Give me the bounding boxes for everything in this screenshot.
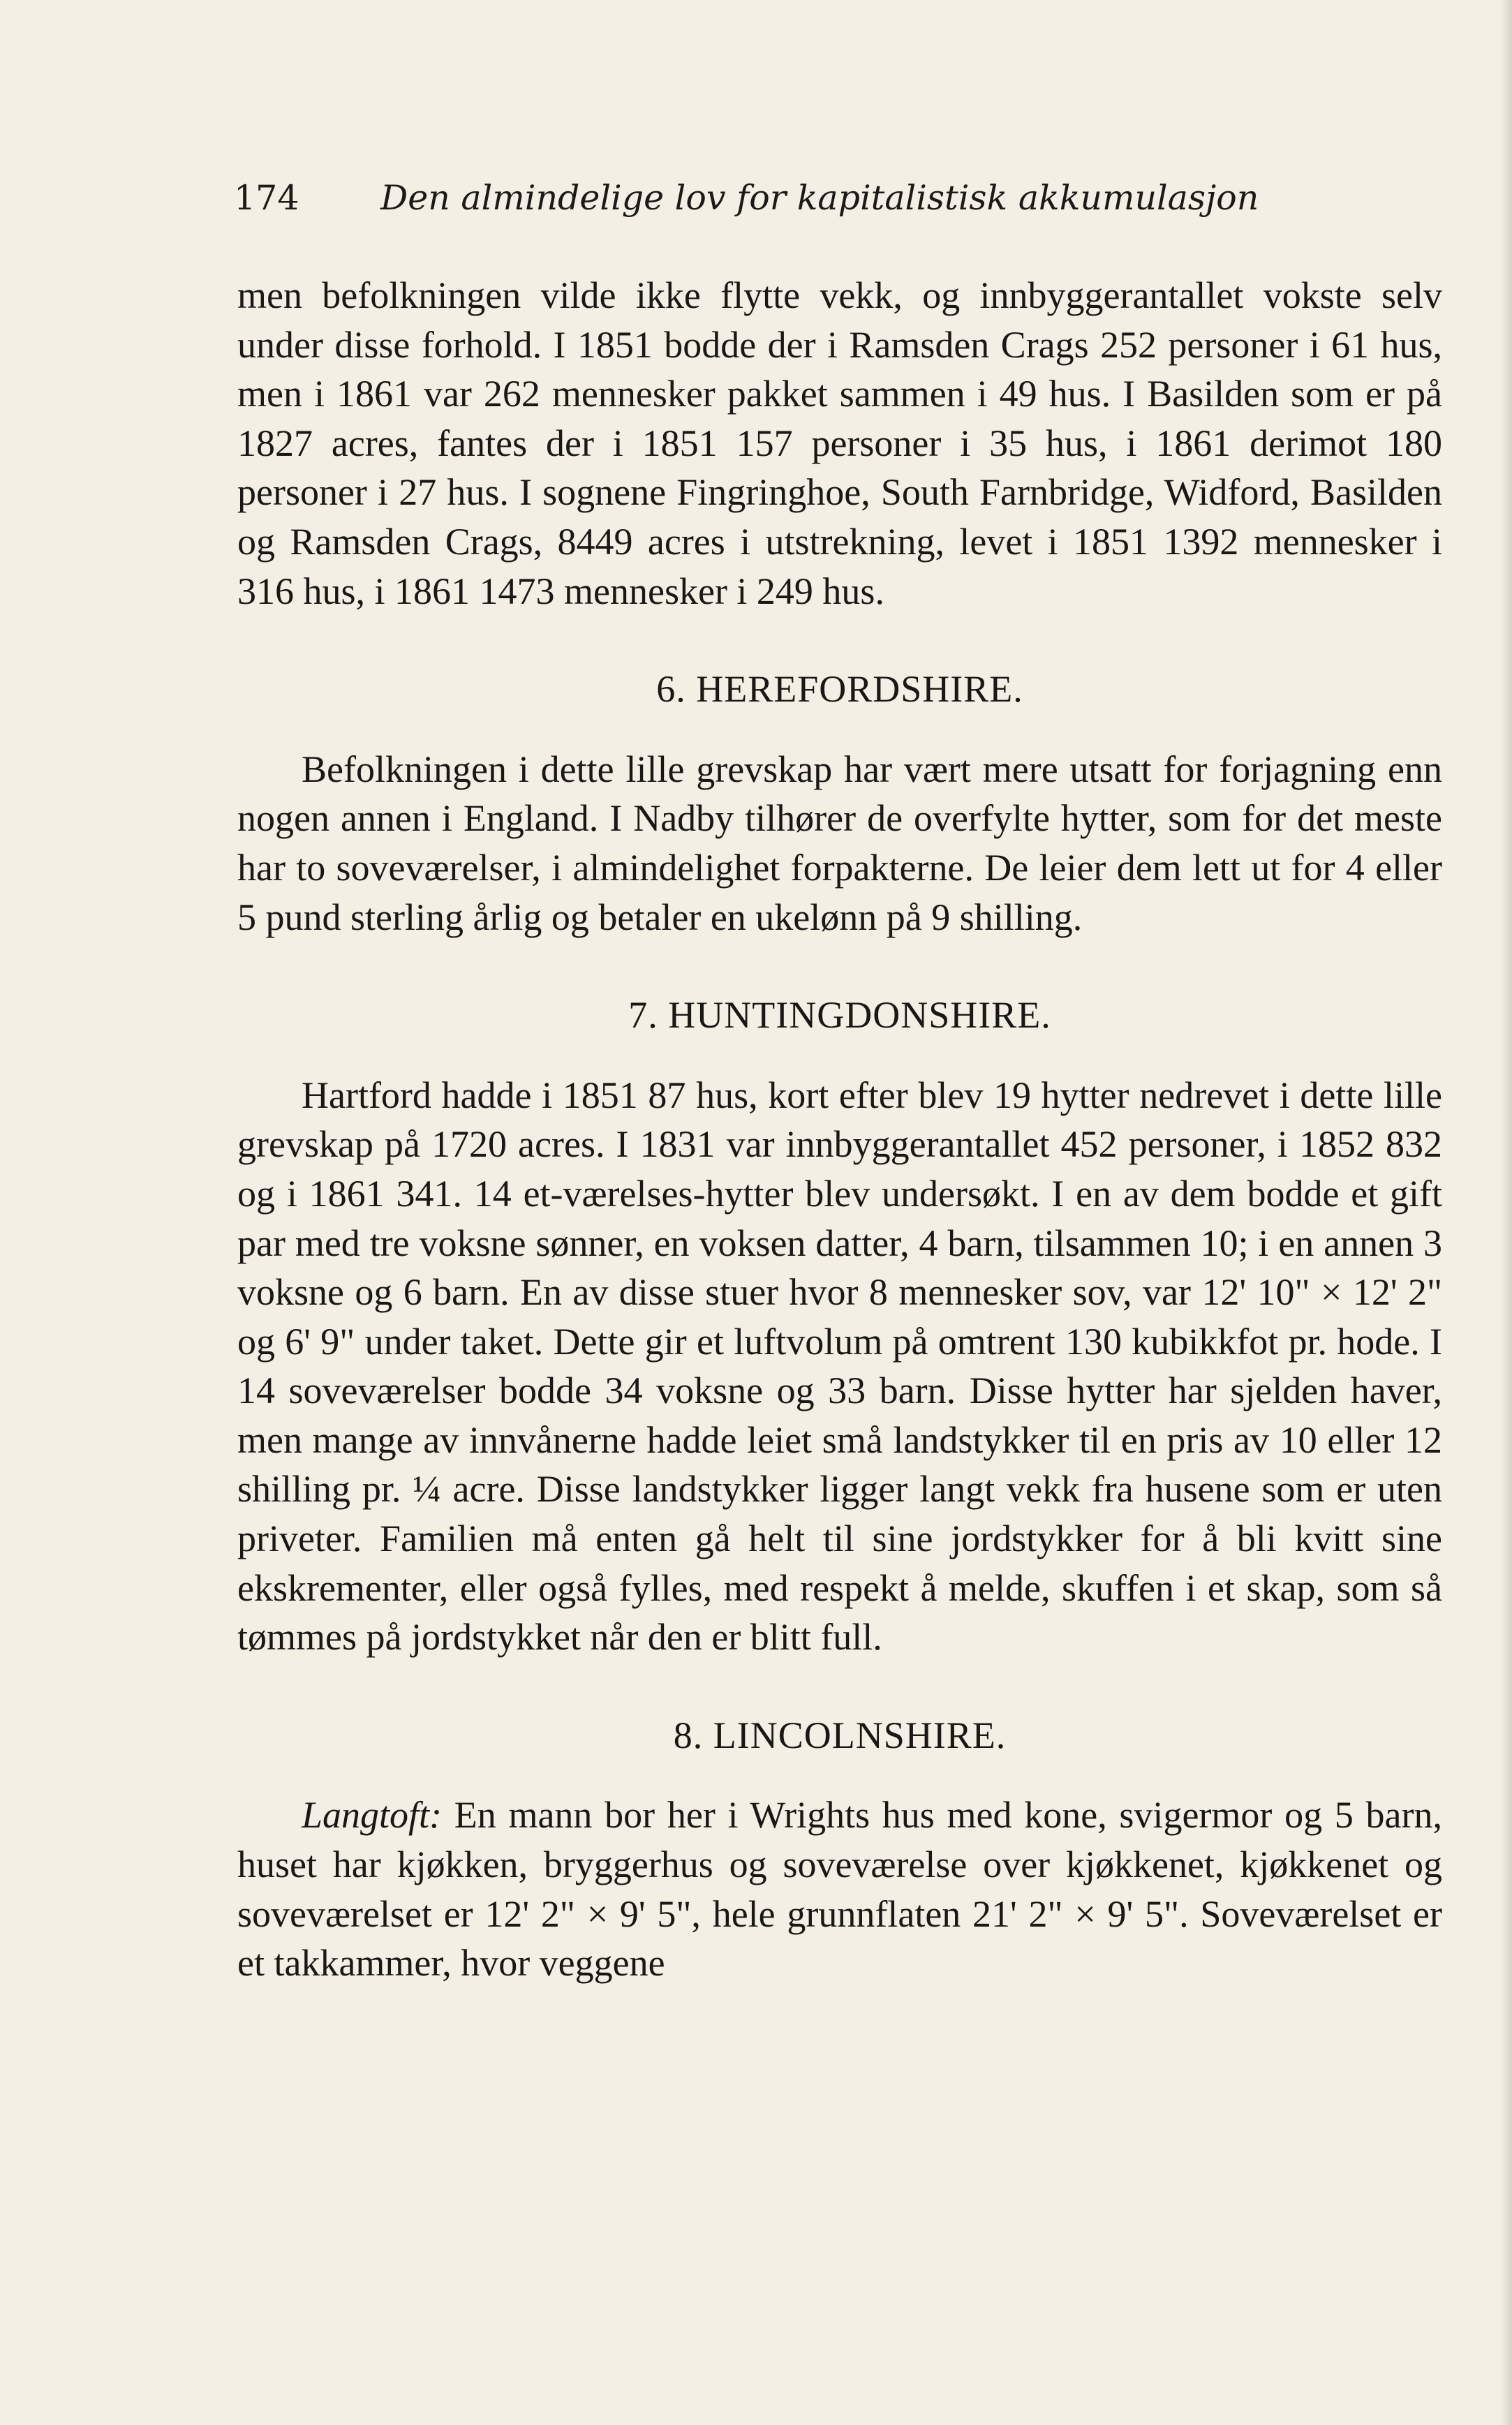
paragraph-huntingdonshire: Hartford hadde i 1851 87 hus, kort efter blev 19 hytter nedrevet i dette lille grevskap på 1720 acres. I 1831 var innbyggerantallet 452 personer, i 1852 832 og i 1861 341. 14 et-værelses-hytter blev undersøkt. I en av dem bodde et gift par med tre voksne sønner, en voksen datter, 4 barn, tilsammen 10; i en annen 3 voksne og 6 barn. En av disse stuer hvor 8 mennesker sov, var 12' 10" × 12' 2" og 6' 9" under taket. Dette gir et luftvolum på omtrent 130 kubikkfot pr. hode. I 14 soveværelser bodde 34 voksne og 33 barn. Disse hytter har sjelden haver, men mange av innvånerne hadde leiet små landstykker til en pris av 10 eller 12 shilling pr. ¼ acre. Disse landstykker ligger langt vekk fra husene som er uten priveter. Familien må enten gå helt til sine jordstykker for å bli kvitt sine ekskrementer, eller også fylles, med respekt å melde, skuffen i et skap, som så tømmes på jordstykket når den er blitt full. bbox=[237, 1074, 1442, 1659]
running-header bbox=[234, 178, 1323, 218]
section-heading-herefordshire: 6. HEREFORDSHIRE. bbox=[656, 668, 1023, 711]
paragraph-herefordshire: Befolkningen i dette lille grevskap har vært mere utsatt for forjagning enn nogen annen i England. I Nadby tilhører de overfylte hytter, som for det meste har to soveværelser, i almindelighet forpakterne. De leier dem lett ut for 4 eller 5 pund sterling årlig og betaler en ukelønn på 9 shilling. bbox=[237, 748, 1442, 938]
paragraph-lincolnshire-text: En mann bor her i Wrights hus med kone, svigermor og 5 barn, huset har kjøkken, bryggerhus og soveværelse over kjøkkenet, kjøkkenet og soveværelset er 12' 2" × 9' 5", hele grunnflaten 21' 2" × 9' 5". Soveværelset er et takkammer, hvor veggene bbox=[237, 1794, 1442, 1985]
running-title: Den almindelige lov for kapitalistisk akkumulasjon bbox=[380, 178, 1259, 218]
paragraph-lincolnshire bbox=[237, 1790, 1442, 1987]
section-heading-lincolnshire: 8. LINCOLNSHIRE. bbox=[673, 1714, 1007, 1756]
place-name-langtoft: Langtoft: bbox=[302, 1794, 443, 1837]
page-number: 174 bbox=[234, 178, 299, 218]
section-heading-huntingdonshire: 7. HUNTINGDONSHIRE. bbox=[628, 994, 1051, 1037]
page-body bbox=[237, 271, 1442, 1988]
page-edge-shadow bbox=[1501, 0, 1512, 2425]
paragraph-intro: men befolkningen vilde ikke flytte vekk, og innbyggerantallet vokste selv under disse forhold. I 1851 bodde der i Ramsden Crags 252 personer i 61 hus, men i 1861 var 262 mennesker pakket sammen i 49 hus. I Basilden som er på 1827 acres, fantes der i 1851 157 personer i 35 hus, i 1861 derimot 180 personer i 27 hus. I sognene Fingringhoe, South Farnbridge, Widford, Basilden og Ramsden Crags, 8449 acres i utstrekning, levet i 1851 1392 mennesker i 316 hus, i 1861 1473 mennesker i 249 hus. bbox=[237, 274, 1442, 612]
